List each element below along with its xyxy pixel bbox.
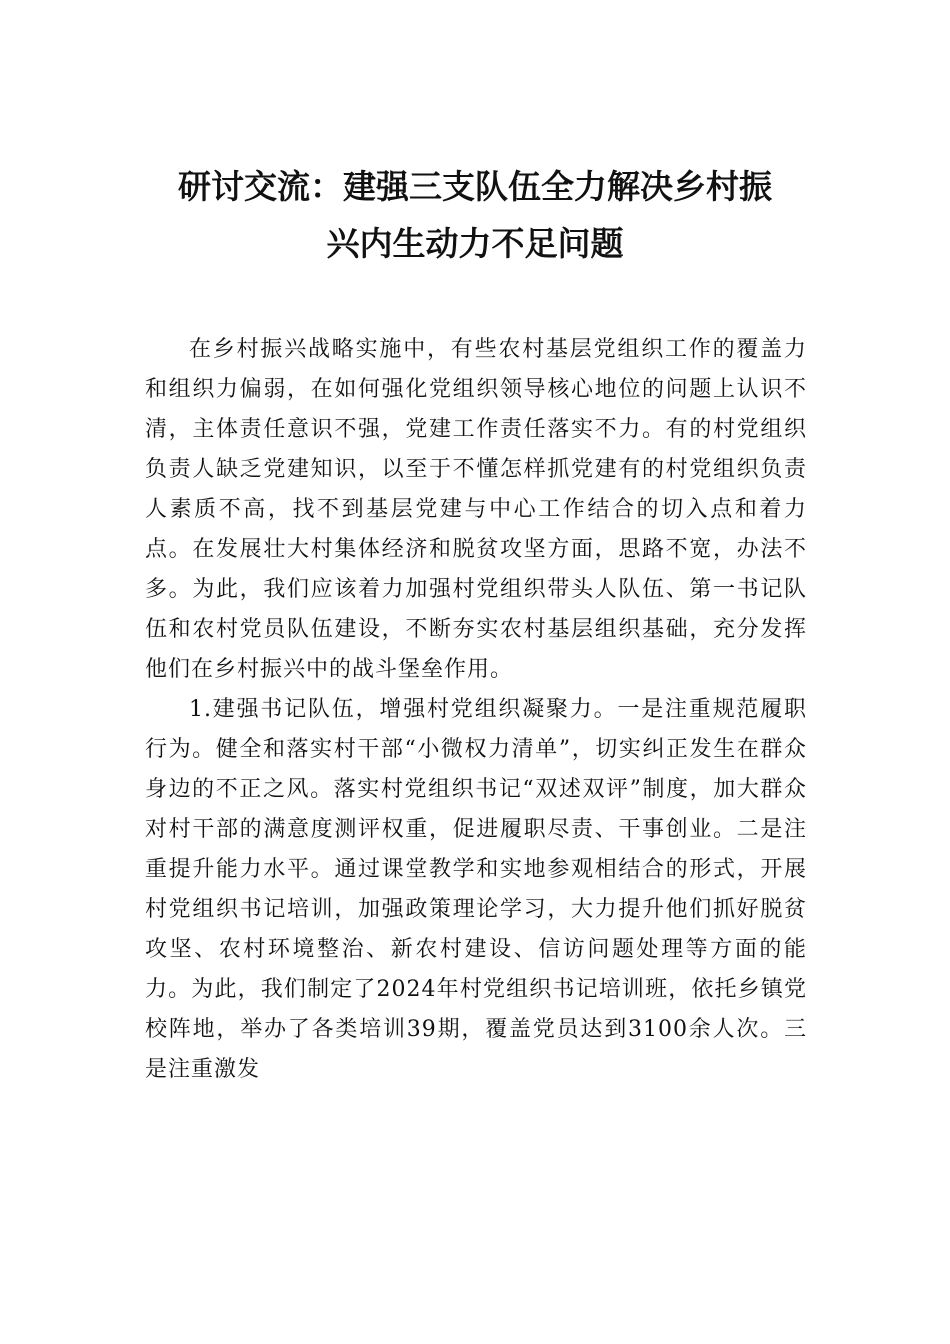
paragraph-section-1: 1.建强书记队伍，增强村党组织凝聚力。一是注重规范履职行为。健全和落实村干部“小微权力清单”，切实纠正发生在群众身边的不正之风。落实村党组织书记“双述双评”制度，加大群众对村干部的满意度测评权重，促进履职尽责、干事创业。二是注重提升能力水平。通过课堂教学和实地参观相结合的形式，开展村党组织书记培训，加强政策理论学习，大力提升他们抓好脱贫攻坚、农村环境整治、新农村建设、信访问题处理等方面的能力。为此，我们制定了2024年村党组织书记培训班，依托乡镇党校阵地，举办了各类培训39期，覆盖党员达到3100余人次。三是注重激发 (145, 697, 807, 1082)
document-title (145, 158, 805, 272)
title-line-1: 研讨交流：建强三支队伍全力解决乡村振 (178, 167, 772, 206)
paragraph-intro: 在乡村振兴战略实施中，有些农村基层党组织工作的覆盖力和组织力偏弱，在如何强化党组织领导核心地位的问题上认识不清，主体责任意识不强，党建工作责任落实不力。有的村党组织负责人缺乏党建知识，以至于不懂怎样抓党建有的村党组织负责人素质不高，找不到基层党建与中心工作结合的切入点和着力点。在发展壮大村集体经济和脱贫攻坚方面，思路不宽，办法不多。为此，我们应该着力加强村党组织带头人队伍、第一书记队伍和农村党员队伍建设，不断夯实农村基层组织基础，充分发挥他们在乡村振兴中的战斗堡垒作用。 (145, 337, 807, 682)
title-line-2: 兴内生动力不足问题 (326, 224, 624, 263)
document-body (145, 330, 807, 1090)
